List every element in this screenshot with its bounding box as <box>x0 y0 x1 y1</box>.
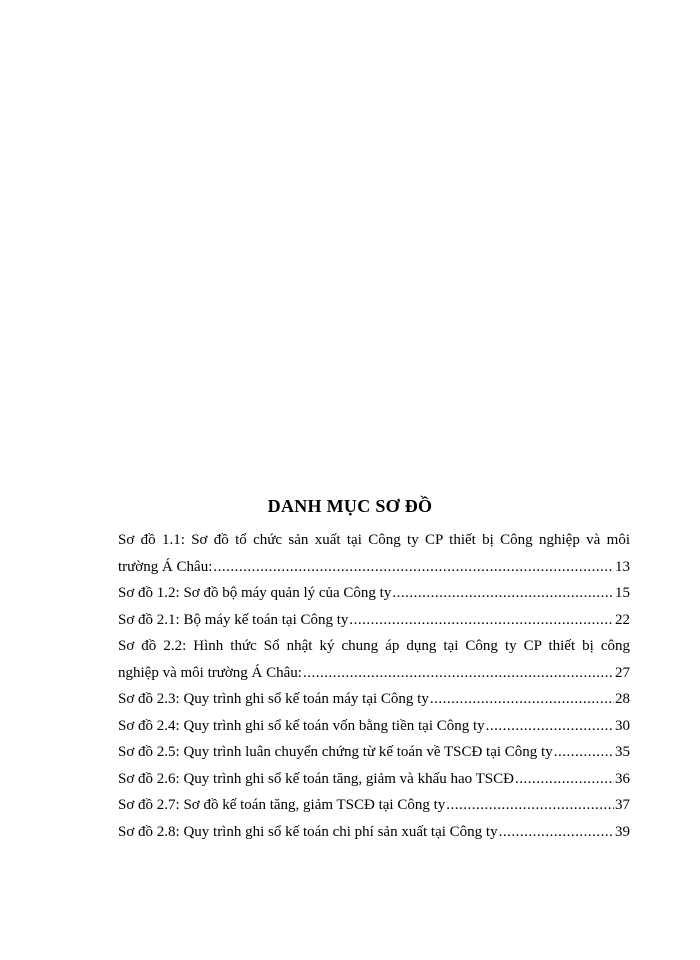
toc-entry-text: trường Á Châu: <box>118 558 213 575</box>
toc-page-number: 30 <box>615 717 630 734</box>
toc-page-number: 13 <box>615 558 630 575</box>
toc-entry-1-1 <box>118 527 630 580</box>
toc-entry-line: Sơ đồ 1.1: Sơ đồ tổ chức sản xuất tại Công ty CP thiết bị Công nghiệp và môi <box>118 532 630 548</box>
toc-leader-dots <box>392 580 614 607</box>
toc-entry-2-7 <box>118 792 630 819</box>
toc-entry-2-4 <box>118 713 630 740</box>
toc-page-number: 15 <box>615 585 630 601</box>
toc-entry-2-8 <box>118 819 630 846</box>
toc-page-number: 36 <box>615 770 630 787</box>
toc-entry-text: Sơ đồ 2.4: Quy trình ghi sổ kế toán vốn bằng tiền tại Công ty <box>118 717 485 734</box>
toc-entry-1-2 <box>118 580 630 607</box>
toc-entry-text: Sơ đồ 2.5: Quy trình luân chuyển chứng từ kế toán về TSCĐ tại Công ty <box>118 744 553 760</box>
toc-entry-line: Sơ đồ 2.2: Hình thức Sổ nhật ký chung áp dụng tại Công ty CP thiết bị công <box>118 638 630 654</box>
toc-entry-text: Sơ đồ 2.3: Quy trình ghi sổ kế toán máy tại Công ty <box>118 691 429 707</box>
toc-entry-text: Sơ đồ 2.1: Bộ máy kế toán tại Công ty <box>118 611 349 628</box>
toc-leader-dots <box>303 660 614 687</box>
toc-page-number: 35 <box>615 744 630 760</box>
toc-leader-dots <box>349 607 614 634</box>
toc-page-number: 37 <box>615 797 630 813</box>
toc-page-number: 28 <box>615 691 630 707</box>
toc-entry-text: Sơ đồ 2.7: Sơ đồ kế toán tăng, giảm TSCĐ tại Công ty <box>118 797 446 813</box>
toc-entry-text: Sơ đồ 2.6: Quy trình ghi sổ kế toán tăng, giảm và khấu hao TSCĐ <box>118 770 514 787</box>
toc-page-number: 27 <box>615 664 630 681</box>
toc-leader-dots <box>499 819 614 846</box>
toc-entry-2-5 <box>118 739 630 766</box>
toc-entry-2-3 <box>118 686 630 713</box>
toc-entry-text: Sơ đồ 2.8: Quy trình ghi sổ kế toán chi phí sản xuất tại Công ty <box>118 823 498 840</box>
toc-list <box>118 527 630 845</box>
toc-entry-text: Sơ đồ 1.2: Sơ đồ bộ máy quản lý của Công ty <box>118 585 392 601</box>
toc-leader-dots <box>213 554 614 581</box>
toc-leader-dots <box>554 739 614 766</box>
toc-entry-2-1 <box>118 607 630 634</box>
toc-entry-2-2 <box>118 633 630 686</box>
toc-leader-dots <box>430 686 614 713</box>
toc-leader-dots <box>446 792 614 819</box>
toc-entry-text: nghiệp và môi trường Á Châu: <box>118 664 302 681</box>
toc-page-number: 22 <box>615 611 630 628</box>
toc-leader-dots <box>515 766 614 793</box>
toc-entry-2-6 <box>118 766 630 793</box>
toc-page-number: 39 <box>615 823 630 840</box>
page-title: DANH MỤC SƠ ĐỒ <box>267 496 433 516</box>
toc-leader-dots <box>486 713 614 740</box>
